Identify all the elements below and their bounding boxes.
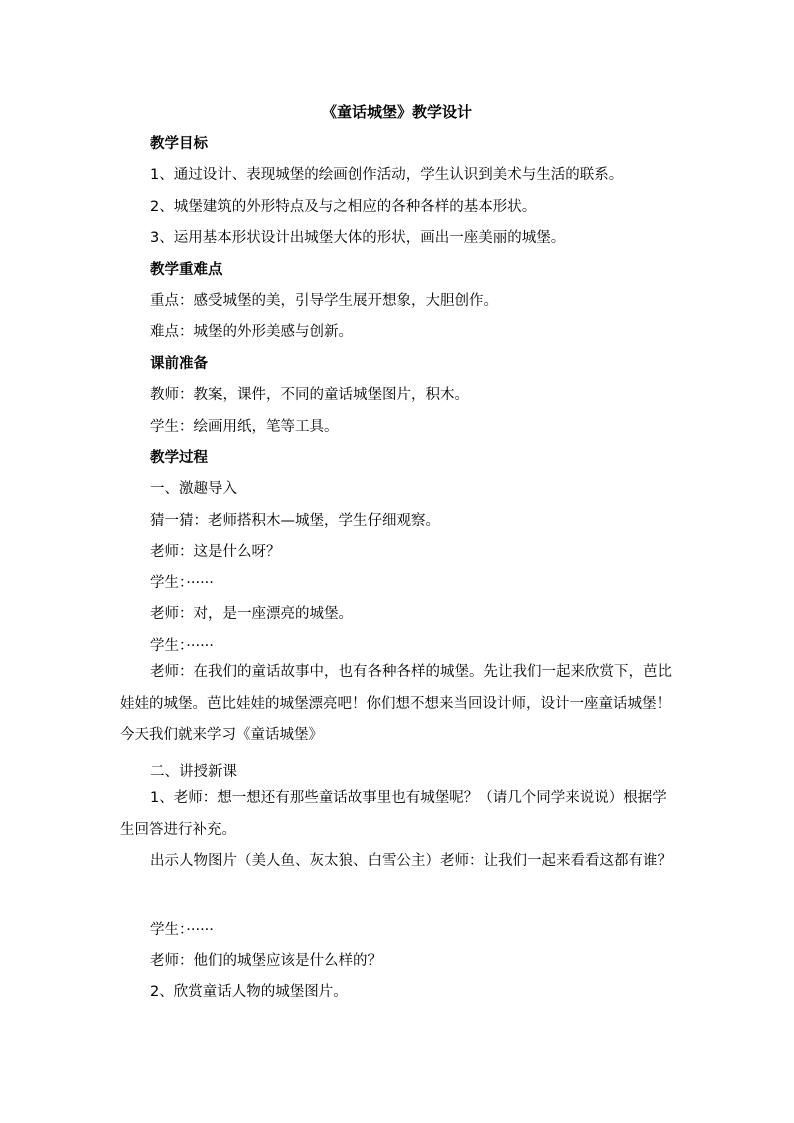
keypoint-item: 重点：感受城堡的美，引导学生展开想象，大胆创作。: [150, 293, 498, 309]
heading-preparation: 课前准备: [150, 356, 208, 372]
dialogue-line: 老师：对，是一座漂亮的城堡。: [150, 606, 353, 622]
heading-keypoints: 教学重难点: [150, 262, 223, 278]
objective-item: 3、运用基本形状设计出城堡大体的形状，画出一座美丽的城堡。: [150, 230, 566, 246]
preparation-item: 教师：教案，课件，不同的童话城堡图片，积木。: [150, 387, 469, 403]
heading-process: 教学过程: [150, 450, 208, 466]
dialogue-line: 老师：这是什么呀？: [150, 544, 281, 560]
intro-paragraph: 老师：在我们的童话故事中，也有各种各样的城堡。先让我们一起来欣赏下，芭比娃娃的城堡。芭比娃娃的城堡漂亮吧！你们想不想来当回设计师，设计一座童话城堡！今天我们就来学习《童话城堡》: [120, 664, 672, 743]
new-lesson-paragraph-2: 出示人物图片（美人鱼、灰太狼、白雪公主）老师：让我们一起来看看这都有谁？: [150, 853, 672, 869]
heading-objectives: 教学目标: [150, 136, 208, 152]
objective-item: 2、城堡建筑的外形特点及与之相应的各种各样的基本形状。: [150, 199, 537, 215]
new-lesson-paragraph-1: 1、老师：想一想还有那些童话故事里也有城堡呢？（请几个同学来说说）根据学生回答进行补充。: [120, 790, 667, 838]
subheading-new-lesson: 二、讲授新课: [150, 764, 237, 780]
subheading-intro: 一、激趣导入: [150, 481, 237, 497]
dialogue-line: 学生：······: [150, 575, 214, 591]
dialogue-line: 2、欣赏童话人物的城堡图片。: [150, 984, 348, 1000]
dialogue-line: 老师：他们的城堡应该是什么样的？: [150, 953, 382, 969]
dialogue-line: 学生：······: [150, 922, 214, 938]
dialogue-line: 学生：······: [150, 638, 214, 654]
preparation-item: 学生：绘画用纸，笔等工具。: [150, 419, 339, 435]
objective-item: 1、通过设计、表现城堡的绘画创作活动，学生认识到美术与生活的联系。: [150, 167, 624, 183]
keypoint-item: 难点：城堡的外形美感与创新。: [150, 324, 353, 340]
document-title: 《童话城堡》教学设计: [321, 103, 472, 121]
dialogue-line: 猜一猜：老师搭积木—城堡，学生仔细观察。: [150, 513, 440, 529]
